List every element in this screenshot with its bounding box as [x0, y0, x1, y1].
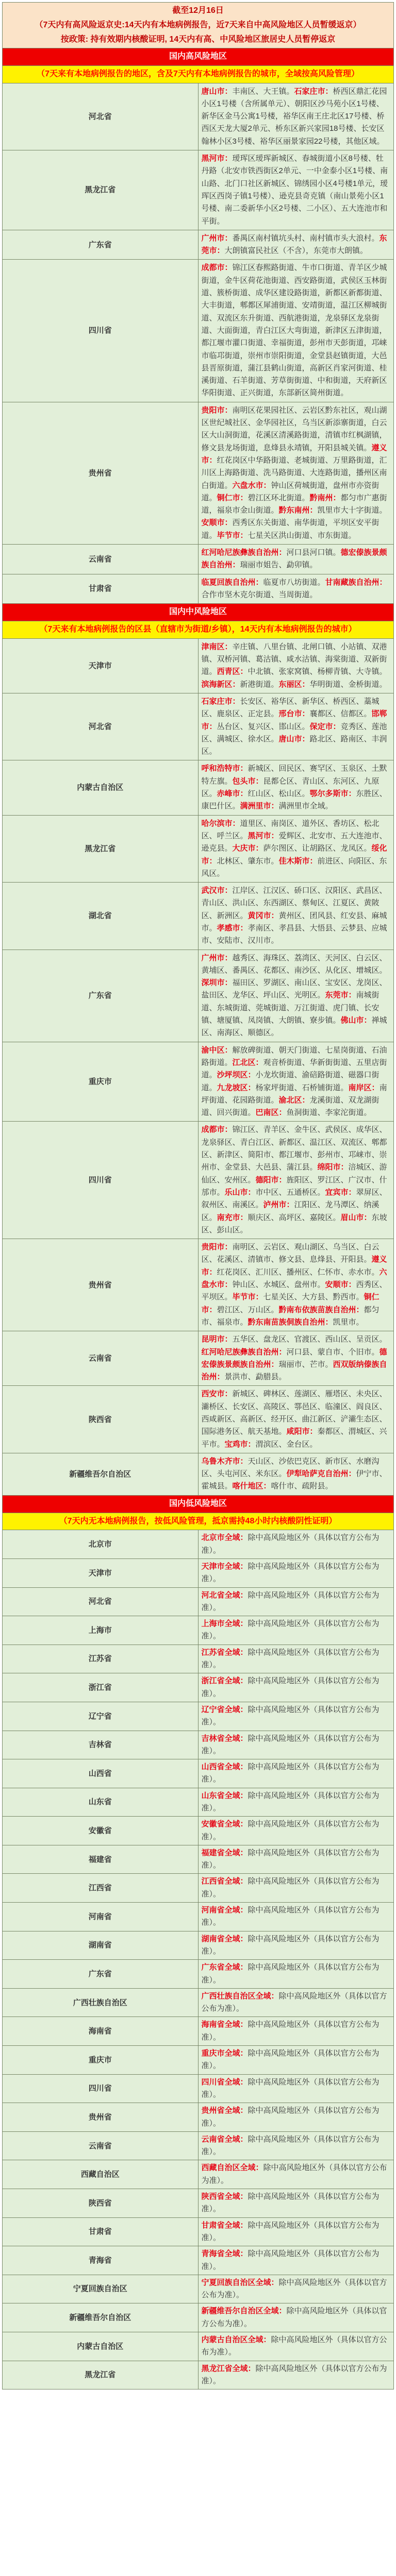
area-description: 上海市全域：除中高风险地区外（具体以官方公布为准）。 — [198, 1616, 394, 1645]
area-description: 临夏回族自治州：临夏市八坊街道。甘南藏族自治州：合作市坚木克尔街道、当周街道。 — [198, 574, 394, 604]
banner-title: 截至12月16日 — [172, 6, 224, 15]
city-label: 伊犁哈萨克自治州： — [286, 1469, 356, 1479]
table-row — [3, 2332, 394, 2361]
city-label: 新疆维吾尔自治区全域： — [201, 2307, 287, 2316]
section-subtitle: （7天来有本地病例报告的区县（直辖市为街道/乡镇），14天内有本地病例报告的城市） — [3, 621, 394, 638]
area-description: 津南区：辛庄镇、八里台镇、北闸口镇、小站镇、双港镇、双桥河镇、葛沽镇、咸水沽镇、海棠街道、双新街道。西青区：中北镇、张家窝镇、杨柳青镇、大寺镇。滨海新区：新港街道。东丽区：华明街道、金桥街道。 — [198, 638, 394, 693]
city-label: 津南区： — [201, 642, 233, 651]
province-name: 四川省 — [3, 260, 199, 402]
city-label: 渝北区： — [278, 1095, 310, 1105]
area-description: 呼和浩特市：新城区、回民区、赛罕区、玉泉区、土默特左旗。包头市：昆都仑区、青山区、东河区、九原区。赤峰市：红山区、松山区。鄂尔多斯市：东胜区、康巴什区。满洲里市：满洲里市全域。 — [198, 760, 394, 815]
city-label: 石家庄市： — [294, 87, 333, 96]
area-description: 内蒙古自治区全域：除中高风险地区外（具体以官方公布为准）。 — [198, 2332, 394, 2361]
province-name: 河南省 — [3, 1903, 199, 1931]
city-label: 毕节市： — [232, 1293, 263, 1302]
city-label: 临夏回族自治州： — [201, 578, 263, 587]
city-label: 滨海新区： — [201, 680, 240, 689]
city-label: 佛山市： — [340, 1016, 372, 1025]
city-label: 北京市全域： — [201, 1533, 248, 1543]
table-row — [3, 1616, 394, 1645]
area-description: 广东省全域：除中高风险地区外（具体以官方公布为准）。 — [198, 1960, 394, 1989]
section-title-row — [3, 48, 394, 66]
province-name: 广东省 — [3, 230, 199, 260]
province-name: 黑龙江省 — [3, 2361, 199, 2389]
table-row — [3, 1042, 394, 1122]
area-description: 贵州省全域：除中高风险地区外（具体以官方公布为准）。 — [198, 2103, 394, 2132]
province-name: 陕西省 — [3, 2189, 199, 2218]
city-label: 宜宾市： — [325, 1188, 356, 1197]
province-name: 贵州省 — [3, 402, 199, 544]
area-description: 北京市全域：除中高风险地区外（具体以官方公布为准）。 — [198, 1530, 394, 1559]
city-label: 甘肃省全域： — [201, 2221, 248, 2230]
province-name: 辽宁省 — [3, 1702, 199, 1731]
city-label: 乌鲁木齐市： — [201, 1456, 248, 1466]
city-label: 福建省全域： — [201, 1848, 248, 1857]
city-label: 东莞市： — [325, 991, 356, 1000]
province-name: 广东省 — [3, 1960, 199, 1989]
section-subtitle-row — [3, 65, 394, 83]
province-name: 青海省 — [3, 2246, 199, 2275]
section-title-row — [3, 604, 394, 621]
area-description: 安徽省全域：除中高风险地区外（具体以官方公布为准）。 — [198, 1817, 394, 1845]
table-row — [3, 950, 394, 1042]
area-description: 云南省全域：除中高风险地区外（具体以官方公布为准）。 — [198, 2131, 394, 2160]
table-row — [3, 2160, 394, 2189]
province-name: 天津市 — [3, 638, 199, 693]
city-label: 六盘水市： — [201, 1267, 387, 1290]
city-label: 西安市： — [201, 1389, 233, 1399]
city-label: 沙坪坝区： — [217, 1071, 256, 1080]
table-row — [3, 1453, 394, 1495]
city-label: 南充市： — [217, 1213, 248, 1222]
table-row — [3, 2361, 394, 2389]
city-label: 深圳市： — [201, 978, 233, 988]
table-row — [3, 2217, 394, 2246]
city-label: 渝中区： — [201, 1045, 233, 1055]
city-label: 甘南藏族自治州： — [325, 578, 387, 587]
city-label: 河北省全域： — [201, 1590, 248, 1600]
province-name: 湖北省 — [3, 883, 199, 950]
city-label: 贵州省全域： — [201, 2106, 248, 2115]
city-label: 西青区： — [217, 667, 248, 676]
city-label: 江北区： — [232, 1058, 263, 1067]
table-row — [3, 1386, 394, 1453]
city-label: 广州市： — [201, 953, 233, 962]
city-label: 宁夏回族自治区全域： — [201, 2278, 279, 2287]
area-description: 天津市全域：除中高风险地区外（具体以官方公布为准）。 — [198, 1558, 394, 1587]
province-name: 西藏自治区 — [3, 2160, 199, 2189]
table-row — [3, 2275, 394, 2303]
city-label: 喀什地区： — [232, 1482, 271, 1491]
province-name: 贵州省 — [3, 2103, 199, 2132]
table-row — [3, 1239, 394, 1331]
city-label: 山西省全域： — [201, 1762, 248, 1772]
city-label: 铜仁市： — [217, 493, 248, 502]
table-row — [3, 1530, 394, 1559]
province-name: 甘肃省 — [3, 574, 199, 604]
area-description: 新疆维吾尔自治区全域：除中高风险地区外（具体以官方公布为准）。 — [198, 2303, 394, 2332]
province-name: 福建省 — [3, 1845, 199, 1874]
province-name: 北京市 — [3, 1530, 199, 1559]
table-row — [3, 544, 394, 574]
area-description: 河南省全域：除中高风险地区外（具体以官方公布为准）。 — [198, 1903, 394, 1931]
city-label: 唐山市： — [201, 87, 233, 96]
table-row — [3, 2074, 394, 2103]
city-label: 宝鸡市： — [224, 1439, 256, 1449]
table-row — [3, 1331, 394, 1386]
risk-area-table — [2, 2, 394, 2389]
table-row — [3, 1903, 394, 1931]
table-row — [3, 1960, 394, 1989]
table-row — [3, 638, 394, 693]
province-name: 广西壮族自治区 — [3, 1988, 199, 2017]
city-label: 咸阳市： — [286, 1427, 318, 1436]
area-description: 甘肃省全域：除中高风险地区外（具体以官方公布为准）。 — [198, 2217, 394, 2246]
province-name: 黑龙江省 — [3, 150, 199, 230]
area-description: 湖南省全域：除中高风险地区外（具体以官方公布为准）。 — [198, 1931, 394, 1960]
city-label: 广东省全域： — [201, 1963, 248, 1972]
table-row — [3, 1845, 394, 1874]
area-description: 吉林省全域：除中高风险地区外（具体以官方公布为准）。 — [198, 1731, 394, 1759]
area-description: 红河哈尼族彝族自治州：河口县河口镇。德宏傣族景颇族自治州：瑞丽市姐告、勐卯镇。 — [198, 544, 394, 574]
city-label: 安顺市： — [201, 518, 233, 528]
city-label: 江西省全域： — [201, 1877, 248, 1886]
province-name: 安徽省 — [3, 1817, 199, 1845]
city-label: 武汉市： — [201, 886, 233, 895]
section-subtitle-row — [3, 621, 394, 638]
city-label: 遵义市： — [201, 1255, 387, 1277]
area-description: 广西壮族自治区全域：除中高风险地区外（具体以官方公布为准）。 — [198, 1988, 394, 2017]
province-name: 湖南省 — [3, 1931, 199, 1960]
city-label: 哈尔滨市： — [201, 819, 240, 828]
area-description: 四川省全域：除中高风险地区外（具体以官方公布为准）。 — [198, 2074, 394, 2103]
city-label: 天津市全域： — [201, 1562, 248, 1571]
city-label: 遵义市： — [201, 443, 387, 465]
city-label: 西双版纳傣族自治州： — [201, 1360, 387, 1382]
province-name: 四川省 — [3, 2074, 199, 2103]
city-label: 铜仁市： — [201, 1293, 380, 1314]
city-label: 贵阳市： — [201, 1243, 233, 1252]
city-label: 内蒙古自治区全域： — [201, 2335, 271, 2344]
city-label: 山东省全域： — [201, 1791, 248, 1800]
province-name: 贵州省 — [3, 1239, 199, 1331]
province-name: 海南省 — [3, 2017, 199, 2046]
area-description: 宁夏回族自治区全域：除中高风险地区外（具体以官方公布为准）。 — [198, 2275, 394, 2303]
area-description: 河北省全域：除中高风险地区外（具体以官方公布为准）。 — [198, 1587, 394, 1616]
area-description: 西安市：新城区、碑林区、莲湖区、雁塔区、未央区、灞桥区、长安区、高陵区、鄠邑区、临潼区、阎良区、西咸新区、高新区、经开区、曲江新区、浐灞生态区、国际港务区、航天基地。咸阳市：秦都区、渭城区、兴平市。宝鸡市：渭滨区、金台区。 — [198, 1386, 394, 1453]
area-description: 乌鲁木齐市：天山区、沙依巴克区、新市区、水磨沟区、头屯河区、米东区。伊犁哈萨克自治州：伊宁市、霍城县。喀什地区：喀什市、疏附县。 — [198, 1453, 394, 1495]
city-label: 唐山市： — [278, 734, 310, 743]
city-label: 赤峰市： — [217, 789, 248, 799]
city-label: 鄂尔多斯市： — [309, 789, 356, 799]
city-label: 西藏自治区全域： — [201, 2163, 263, 2173]
city-label: 毕节市： — [217, 531, 248, 540]
city-label: 南岸区： — [348, 1083, 380, 1092]
city-label: 邢台市： — [278, 709, 310, 719]
banner-cell — [3, 3, 394, 48]
city-label: 四川省全域： — [201, 2077, 248, 2087]
city-label: 包头市： — [232, 776, 263, 786]
province-name: 吉林省 — [3, 1731, 199, 1759]
table-row — [3, 1788, 394, 1817]
city-label: 成都市： — [201, 1125, 233, 1134]
city-label: 河南省全域： — [201, 1906, 248, 1915]
table-row — [3, 883, 394, 950]
province-name: 山西省 — [3, 1759, 199, 1788]
area-description: 福建省全域：除中高风险地区外（具体以官方公布为准）。 — [198, 1845, 394, 1874]
area-description: 重庆市全域：除中高风险地区外（具体以官方公布为准）。 — [198, 2046, 394, 2075]
section-title-row — [3, 1495, 394, 1513]
section-title: 国内低风险地区 — [3, 1495, 394, 1513]
city-label: 绥化市： — [201, 844, 387, 866]
city-label: 广州市： — [201, 233, 233, 243]
area-description: 西藏自治区全域：除中高风险地区外（具体以官方公布为准）。 — [198, 2160, 394, 2189]
city-label: 江苏省全域： — [201, 1648, 248, 1657]
table-row — [3, 1645, 394, 1673]
banner-line-1: （7天内有高风险返京史:14天内有本地病例报告，近7天来自中高风险地区人员暂缓返京） — [35, 21, 361, 29]
table-row — [3, 2046, 394, 2075]
city-label: 呼和浩特市： — [201, 764, 248, 773]
province-name: 内蒙古自治区 — [3, 2332, 199, 2361]
table-row — [3, 150, 394, 230]
province-name: 陕西省 — [3, 1386, 199, 1453]
city-label: 辽宁省全域： — [201, 1705, 248, 1714]
area-description: 成都市：锦江区、青羊区、金牛区、武侯区、成华区、龙泉驿区、青白江区、新都区、温江区、双流区、郫都区、新津区、简阳市、都江堰市、彭州市、邛崃市、崇州市、金堂县、大邑县、蒲江县。绵阳市：涪城区、游仙区、安州区。德阳市：旌阳区、罗江区、广汉市、什邡市。乐山市：市中区、五通桥区。宜宾市：翠屏区、叙州区、南溪区。泸州市：江阳区、龙马潭区、纳溪区。南充市：顺庆区、高坪区、嘉陵区。眉山市：东坡区、彭山区。 — [198, 1122, 394, 1239]
province-name: 江西省 — [3, 1874, 199, 1903]
city-label: 上海市全域： — [201, 1619, 248, 1629]
city-label: 邯郸市： — [201, 709, 387, 731]
city-label: 广西壮族自治区全域： — [201, 1991, 279, 2001]
city-label: 绵阳市： — [317, 1163, 349, 1172]
table-row — [3, 230, 394, 260]
province-name: 河北省 — [3, 693, 199, 760]
province-name: 黑龙江省 — [3, 815, 199, 882]
table-row — [3, 1731, 394, 1759]
area-description: 山东省全域：除中高风险地区外（具体以官方公布为准）。 — [198, 1788, 394, 1817]
province-name: 新疆维吾尔自治区 — [3, 2303, 199, 2332]
area-description: 江苏省全域：除中高风险地区外（具体以官方公布为准）。 — [198, 1645, 394, 1673]
city-label: 满洲里市： — [240, 802, 279, 811]
city-label: 德宏傣族景颇族自治州： — [201, 548, 387, 570]
city-label: 吉林省全域： — [201, 1734, 248, 1743]
area-description: 广州市：越秀区、海珠区、荔湾区、天河区、白云区、黄埔区、番禺区、花都区、南沙区、从化区、增城区。深圳市：福田区、罗湖区、南山区、宝安区、龙岗区、盐田区、龙华区、坪山区、光明区。东莞市：南城街道、东城街道、莞城街道、万江街道、虎门镇、长安镇、塘厦镇、凤岗镇、大朗镇、寮步镇。佛山市：禅城区、南海区、顺德区。 — [198, 950, 394, 1042]
area-description: 黑龙江省全域：除中高风险地区外（具体以官方公布为准）。 — [198, 2361, 394, 2389]
table-row — [3, 2246, 394, 2275]
city-label: 黔东南苗族侗族自治州： — [248, 1317, 333, 1327]
table-row — [3, 1874, 394, 1903]
table-row — [3, 1587, 394, 1616]
city-label: 云南省全域： — [201, 2134, 248, 2144]
province-name: 云南省 — [3, 544, 199, 574]
city-label: 黔南州： — [309, 493, 341, 502]
province-name: 甘肃省 — [3, 2217, 199, 2246]
table-row — [3, 2303, 394, 2332]
city-label: 红河哈尼族彝族自治州： — [201, 1347, 287, 1357]
city-label: 东莞市： — [201, 233, 387, 256]
area-description: 陕西省全域：除中高风险地区外（具体以官方公布为准）。 — [198, 2189, 394, 2218]
table-row — [3, 1817, 394, 1845]
city-label: 重庆市全域： — [201, 2049, 248, 2058]
city-label: 六盘水市： — [232, 481, 271, 490]
city-label: 黑龙江省全域： — [201, 2364, 256, 2373]
city-label: 黄冈市： — [248, 911, 279, 920]
city-label: 乐山市： — [224, 1188, 256, 1197]
city-label: 湖南省全域： — [201, 1934, 248, 1943]
city-label: 贵阳市： — [201, 405, 233, 415]
table-row — [3, 1122, 394, 1239]
banner-row — [3, 3, 394, 48]
table-row — [3, 2189, 394, 2218]
city-label: 黔东南州： — [278, 506, 318, 515]
city-label: 昆明市： — [201, 1335, 233, 1344]
city-label: 红河哈尼族彝族自治州： — [201, 548, 287, 557]
section-subtitle: （7天内无本地病例报告，按低风险管理，抵京需持48小时内核酸阴性证明） — [3, 1513, 394, 1530]
risk-area-table-body — [3, 3, 394, 2389]
table-row — [3, 693, 394, 760]
city-label: 保定市： — [309, 722, 341, 731]
province-name: 重庆市 — [3, 2046, 199, 2075]
area-description: 江西省全域：除中高风险地区外（具体以官方公布为准）。 — [198, 1874, 394, 1903]
province-name: 上海市 — [3, 1616, 199, 1645]
table-row — [3, 815, 394, 882]
city-label: 大庆市： — [232, 844, 263, 853]
city-label: 德宏傣族景颇族自治州： — [201, 1347, 387, 1369]
city-label: 青海省全域： — [201, 2249, 248, 2259]
province-name: 天津市 — [3, 1558, 199, 1587]
province-name: 四川省 — [3, 1122, 199, 1239]
table-row — [3, 83, 394, 150]
city-label: 九龙坡区： — [217, 1083, 256, 1092]
table-row — [3, 1558, 394, 1587]
area-description: 哈尔滨市：道里区、南岗区、道外区、香坊区、松北区、呼兰区。黑河市：爱辉区、北安市、五大连池市、逊克县。大庆市：萨尔图区、让胡路区、龙凤区。绥化市：北林区、肇东市。佳木斯市：前进区、向阳区、东风区。 — [198, 815, 394, 882]
table-row — [3, 260, 394, 402]
province-name: 宁夏回族自治区 — [3, 2275, 199, 2303]
city-label: 佳木斯市： — [278, 856, 318, 866]
section-subtitle-row — [3, 1513, 394, 1530]
province-name: 云南省 — [3, 1331, 199, 1386]
city-label: 泸州市： — [263, 1200, 294, 1210]
city-label: 海南省全域： — [201, 2020, 248, 2029]
table-row — [3, 1702, 394, 1731]
province-name: 河北省 — [3, 83, 199, 150]
province-name: 江苏省 — [3, 1645, 199, 1673]
province-name: 河北省 — [3, 1587, 199, 1616]
table-row — [3, 2131, 394, 2160]
province-name: 山东省 — [3, 1788, 199, 1817]
area-description: 海南省全域：除中高风险地区外（具体以官方公布为准）。 — [198, 2017, 394, 2046]
province-name: 新疆维吾尔自治区 — [3, 1453, 199, 1495]
city-label: 黑河市： — [248, 831, 279, 840]
area-description: 浙江省全域：除中高风险地区外（具体以官方公布为准）。 — [198, 1673, 394, 1702]
city-label: 孝感市： — [217, 924, 248, 933]
area-description: 唐山市：丰南区、大王镇。石家庄市：桥西区鼎汇花园小区1号楼（含所属单元）、朝阳区沙马苑小区1号楼、新华区金马公寓1号楼，裕华区南王庄北区17号楼、桥西区天龙大厦2单元、桥东区新兴家园18号楼、长安区翰林小区3号楼、裕华区丽景家园22号楼，其他区域。 — [198, 83, 394, 150]
area-description: 辽宁省全域：除中高风险地区外（具体以官方公布为准）。 — [198, 1702, 394, 1731]
province-name: 云南省 — [3, 2131, 199, 2160]
section-title: 国内中风险地区 — [3, 604, 394, 621]
city-label: 黑河市： — [201, 154, 233, 163]
city-label: 东丽区： — [278, 680, 310, 689]
area-description: 黑河市：瑷珲区瑷珲新城区、春城街道小区8号楼、牡丹路（北安市铁西街区2单元、一中金泰小区1号楼、南山路、北门口社区新城区、锦绣园小区4号楼1单元，瑷珲区西岗子镇1号楼）、逊克县奇克镇（南山景苑小区1号楼、南二委新华小区2号楼、二小区）、五大连池市和平街。 — [198, 150, 394, 230]
table-row — [3, 574, 394, 604]
area-description: 广州市：番禺区南村镇坑头村、南村镇市头大浪村。东莞市：大朗镇富民社区（不含），东莞市大朗镇。 — [198, 230, 394, 260]
city-label: 德阳市： — [255, 1175, 287, 1184]
banner-line-2: 按政策: 持有效期内核酸证明, 14天内有高、中风险地区旅居史人员暂停返京 — [60, 35, 336, 44]
city-label: 安徽省全域： — [201, 1820, 248, 1829]
table-row — [3, 1759, 394, 1788]
area-description: 武汉市：江岸区、江汉区、硚口区、汉阳区、武昌区、青山区、洪山区、东西湖区、蔡甸区、江夏区、黄陂区、新洲区。黄冈市：黄州区、团风县、红安县、麻城市。孝感市：孝南区、孝昌县、大悟县、云梦县、应城市、安陆市、汉川市。 — [198, 883, 394, 950]
area-description: 昆明市：五华区、盘龙区、官渡区、西山区、呈贡区。红河哈尼族彝族自治州：河口县、蒙自市、个旧市。德宏傣族景颇族自治州：瑞丽市、芒市。西双版纳傣族自治州：景洪市、勐腊县。 — [198, 1331, 394, 1386]
province-name: 重庆市 — [3, 1042, 199, 1122]
city-label: 黔南布依族苗族自治州： — [278, 1305, 364, 1314]
area-description: 青海省全域：除中高风险地区外（具体以官方公布为准）。 — [198, 2246, 394, 2275]
area-description: 山西省全域：除中高风险地区外（具体以官方公布为准）。 — [198, 1759, 394, 1788]
table-row — [3, 760, 394, 815]
province-name: 广东省 — [3, 950, 199, 1042]
city-label: 成都市： — [201, 263, 233, 273]
area-description: 成都市：锦江区春熙路街道、牛市口街道、青羊区少城街道，金牛区荷花池街道、西安路街道，武侯区玉林街道、簇桥街道、成华区建设路街道，新都区新都街道、大丰街道，郫都区犀浦街道、安靖街道，温江区柳城街道、双流区东升街道、西航港街道，龙泉驿区龙泉街道、大面街道，青白江区大弯街道，新津区五津街道，都江堰市灌口街道、幸福街道，彭州市天彭街道，邛崃市临邛街道，崇州市崇阳街道，金堂县赵镇街道，大邑县晋原街道，蒲江县鹤山街道，高新区肖家河街道、桂溪街道、石羊街道、芳草街街道、中和街道，天府新区华阳街道、正兴街道，东部新区简州街道。 — [198, 260, 394, 402]
table-row — [3, 2017, 394, 2046]
section-title: 国内高风险地区 — [3, 48, 394, 66]
table-row — [3, 402, 394, 544]
city-label: 陕西省全域： — [201, 2192, 248, 2201]
province-name: 内蒙古自治区 — [3, 760, 199, 815]
table-row — [3, 1988, 394, 2017]
city-label: 石家庄市： — [201, 697, 240, 706]
area-description: 贵阳市：南明区花果园社区、云岩区黔东社区，观山湖区世纪城社区、金华园社区，乌当区新添寨街道，白云区大山洞街道，花溪区清溪路街道，清镇市红枫湖镇，修文县龙场街道，息烽县永靖镇，开阳县城关镇。遵义市：红花岗区中华路街道、老城街道、万里路街道，汇川区上海路街道、洗马路街道、大连路街道，播州区南白街道。六盘水市：钟山区荷城街道，盘州市亦资街道。铜仁市：碧江区环北街道。黔南州：都匀市广惠街道，福泉市金山街道。黔东南州：凯里市大十字街道。安顺市：西秀区东关街道、南华街道，平坝区安平街道。毕节市：七星关区洪山街道、市东街道。 — [198, 402, 394, 544]
city-label: 浙江省全域： — [201, 1676, 248, 1686]
city-label: 眉山市： — [340, 1213, 372, 1222]
city-label: 安顺市： — [325, 1280, 356, 1290]
table-row — [3, 1673, 394, 1702]
table-row — [3, 2103, 394, 2132]
section-subtitle: （7天来有本地病例报告的地区，含及7天内有本地病例报告的城市，全域按高风险管理） — [3, 65, 394, 83]
area-description: 石家庄市：长安区、裕华区、新华区、桥西区、藁城区、鹿泉区、正定县。邢台市：襄都区、信都区。邯郸市：丛台区、复兴区、邯山区。保定市：竞秀区、莲池区、满城区、徐水区。唐山市：路北区、路南区、丰润区。 — [198, 693, 394, 760]
city-label: 巴南区： — [255, 1108, 287, 1117]
area-description: 渝中区：解放碑街道、朝天门街道、七星岗街道、石油路街道。江北区：观音桥街道、华新街街道、五里店街道。沙坪坝区：小龙坎街道、渝碚路街道、磁器口街道。九龙坡区：杨家坪街道、石桥铺街道。南岸区：南坪街道、花园路街道。渝北区：龙溪街道、双龙湖街道、回兴街道。巴南区：鱼洞街道、李家沱街道。 — [198, 1042, 394, 1122]
table-row — [3, 1931, 394, 1960]
area-description: 贵阳市：南明区、云岩区、观山湖区、乌当区、白云区、花溪区、清镇市、修文县、息烽县、开阳县。遵义市：红花岗区、汇川区、播州区、仁怀市、赤水市。六盘水市：钟山区、水城区、盘州市。安顺市：西秀区、平坝区。毕节市：七星关区、大方县、黔西市。铜仁市：碧江区、万山区。黔南布依族苗族自治州：都匀市、福泉市。黔东南苗族侗族自治州：凯里市。 — [198, 1239, 394, 1331]
province-name: 浙江省 — [3, 1673, 199, 1702]
